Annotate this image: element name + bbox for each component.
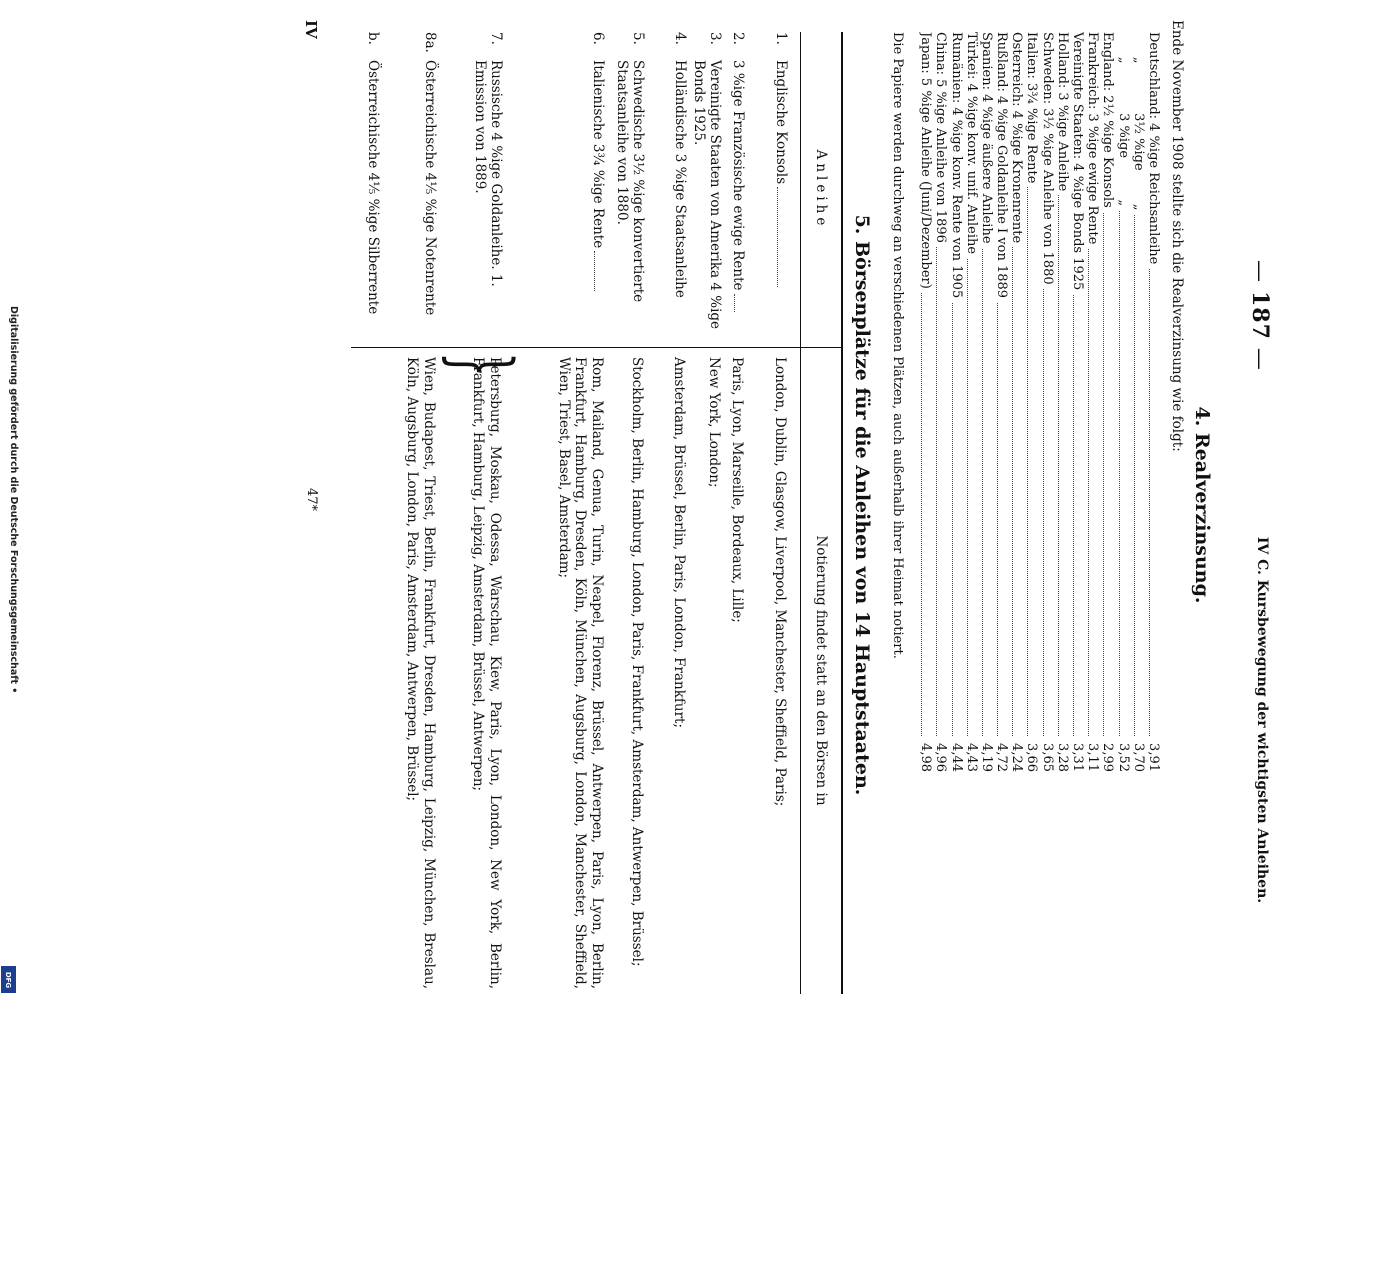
yield-label: Japan: 5 %ige Anleihe (Juni/Dezember) [918, 32, 933, 293]
table-header-rule [800, 32, 801, 994]
signature-mark: IV [302, 20, 320, 39]
yield-row [979, 32, 994, 772]
table-row-places: Wien, Budapest, Triest, Berlin, Frankfurt, Dresden, Hamburg, Leipzig, München, Breslau, Köln, Augsburg, London, Paris, Amsterdam, Antwerpen, Brüssel; [404, 357, 437, 989]
yield-row [964, 32, 979, 772]
table-row-loan [729, 32, 745, 347]
yield-value: 4,24 [1009, 743, 1025, 772]
yield-value: 3,31 [1070, 743, 1086, 772]
yield-label: Österreich: 4 %ige Kronenrente [1009, 32, 1024, 247]
page-number: — 187 — [1247, 260, 1273, 371]
yield-label: Deutschland: 4 %ige Reichsanleihe [1146, 32, 1161, 268]
yield-label: Vereinigte Staaten: 4 %ige Bonds 1925 [1070, 32, 1085, 294]
yield-row [1009, 32, 1024, 772]
yield-label: Holland: 3 %ige Anleihe [1055, 32, 1070, 195]
loan-name: Österreichische 4⅕ %ige Silberrente [365, 60, 381, 315]
loan-name: Russische 4 %ige Goldanleihe. 1. Emission von 1889. [472, 60, 504, 287]
yield-value: 4,19 [978, 743, 994, 772]
table-top-rule [841, 32, 843, 994]
yield-value: 3,28 [1054, 743, 1070, 772]
dfg-logo [1, 966, 16, 993]
yield-label: Frankreich: 3 %ige ewige Rente [1085, 32, 1100, 248]
table-row-loan [690, 32, 722, 347]
yield-row [1040, 32, 1055, 772]
loan-name: Vereinigte Staaten von Amerika 4 %ige Bonds 1925. [691, 60, 723, 330]
yield-row [1146, 32, 1161, 772]
row-number: b. [365, 32, 381, 45]
yield-label: Rumänien: 4 %ige konv. Rente von 1905 [948, 32, 963, 302]
table-row-loan [471, 32, 503, 347]
table-row-loan [772, 32, 788, 347]
row-number: 4. [672, 32, 688, 45]
table-row-loan [421, 32, 437, 347]
loan-name: Schwedische 3½ %ige konvertierte Staatsanleihe von 1880. [614, 60, 646, 303]
yield-row [948, 32, 963, 772]
table-row-places: Amsterdam, Brüssel, Berlin, Paris, London, Frankfurt; [671, 357, 687, 729]
table-row-loan [671, 32, 687, 347]
yield-value: 4,98 [918, 743, 934, 772]
sheet-mark: 47* [304, 488, 319, 512]
yield-row [933, 32, 948, 772]
yield-label: „ 3½ %ige „ [1131, 32, 1146, 214]
yield-row [1131, 32, 1146, 772]
table-row-loan [364, 32, 380, 347]
table-row-loan [589, 32, 605, 347]
table-row-places: Rom, Mailand, Genua, Turin, Neapel, Florenz, Brüssel, Antwerpen, Paris, Lyon, Berlin, Frankfurt, Hamburg, Dresden, Köln, München, Augsburg, London, Manchester, Sheffield, Wien, Triest, Basel, Amsterdam; [556, 357, 605, 989]
yield-label: „ 3 %ige „ [1115, 32, 1130, 210]
row-number: 2. [730, 32, 746, 45]
column-header-places: Notierung findet statt an den Börsen in [813, 535, 829, 806]
table-row-places: Petersburg, Moskau, Odessa, Warschau, Kiew, Paris, Lyon, London, New York, Berlin, Frankfurt, Hamburg, Leipzig, Amsterdam, Brüssel, Antwerpen; [470, 357, 503, 989]
grouping-brace: } [436, 351, 529, 378]
yield-label: England: 2½ %ige Konsols [1100, 32, 1115, 212]
yield-value: 3,11 [1085, 743, 1101, 772]
yield-row [1100, 32, 1115, 772]
yield-value: 4,96 [933, 743, 949, 772]
yield-label: Türkei: 4 %ige konv. unif. Anleihe [964, 32, 979, 258]
row-number: 7. [488, 32, 504, 45]
loan-name: 3 %ige Französische ewige Rente [730, 60, 746, 291]
table-body-divider [351, 347, 801, 348]
yield-label: Rußland: 4 %ige Goldanleihe I von 1889 [994, 32, 1009, 302]
yield-value: 4,43 [963, 743, 979, 772]
loan-name: Holländische 3 %ige Staatsanleihe [672, 60, 688, 298]
yield-row [918, 32, 933, 772]
yield-value: 3,70 [1130, 743, 1146, 772]
table-row-places: Stockholm, Berlin, Hamburg, London, Paris, Frankfurt, Amsterdam, Antwerpen, Brüssel; [629, 357, 645, 967]
table-row-loan [613, 32, 645, 347]
table-row-places: New York, London; [706, 357, 722, 488]
yield-value: 3,65 [1039, 743, 1055, 772]
yield-value: 3,66 [1024, 743, 1040, 772]
yield-row [994, 32, 1009, 772]
loan-name: Italienische 3¾ %ige Rente [590, 60, 606, 249]
row-number: 5. [630, 32, 646, 45]
yield-value: 4,44 [948, 743, 964, 772]
section-heading: IV C. Kursbewegung der wichtigsten Anleihen. [1254, 536, 1270, 904]
page-header [1218, 10, 1272, 1000]
section5-title: 5. Börsenplätze für die Anleihen von 14 Hauptstaaten. [851, 214, 873, 796]
yield-label: Spanien: 4 %ige äußere Anleihe [979, 32, 994, 248]
digitization-credit: Digitalisierung gefördert durch die Deutsche Forschungsgemeinschaft • [8, 306, 19, 694]
section4-intro: Ende November 1908 stellte sich die Realverzinsung wie folgt: [1169, 20, 1185, 452]
yield-value: 2,99 [1100, 743, 1116, 772]
loan-name: Österreichische 4⅕ %ige Notenrente [422, 60, 438, 316]
column-header-loan: Anleihe [813, 149, 829, 230]
yield-label: Italien: 3¾ %ige Rente [1024, 32, 1039, 187]
yield-label: Schweden: 3½ %ige Anleihe von 1880 [1040, 32, 1055, 289]
row-number: 1. [773, 32, 789, 45]
yield-value: 3,91 [1146, 743, 1161, 772]
dfg-logo-text: DFG [4, 971, 13, 988]
row-number: 8a. [422, 32, 438, 53]
section4-title: 4. Realverzinsung. [1191, 406, 1213, 604]
table-row-places: Paris, Lyon, Marseille, Bordeaux, Lille; [729, 357, 745, 623]
table-row-places: London, Dublin, Glasgow, Liverpool, Manchester, Sheffield, Paris; [772, 357, 788, 807]
row-number: 3. [707, 32, 723, 45]
yield-value: 3,52 [1115, 743, 1131, 772]
yield-list [918, 32, 1161, 772]
yield-row [1024, 32, 1039, 772]
yield-row [1070, 32, 1085, 772]
page-number-value: 187 [1247, 291, 1273, 340]
yield-row [1115, 32, 1130, 772]
yield-value: 4,72 [994, 743, 1010, 772]
printed-page [185, 10, 1275, 1000]
yield-row [1055, 32, 1070, 772]
yield-label: China: 5 %ige Anleihe von 1896 [933, 32, 948, 247]
section4-footnote: Die Papiere werden durchweg an verschiedenen Plätzen, auch außerhalb ihrer Heimat notiert. [890, 32, 905, 659]
loan-name: Englische Konsols [773, 60, 789, 185]
row-number: 6. [590, 32, 606, 45]
yield-row [1085, 32, 1100, 772]
